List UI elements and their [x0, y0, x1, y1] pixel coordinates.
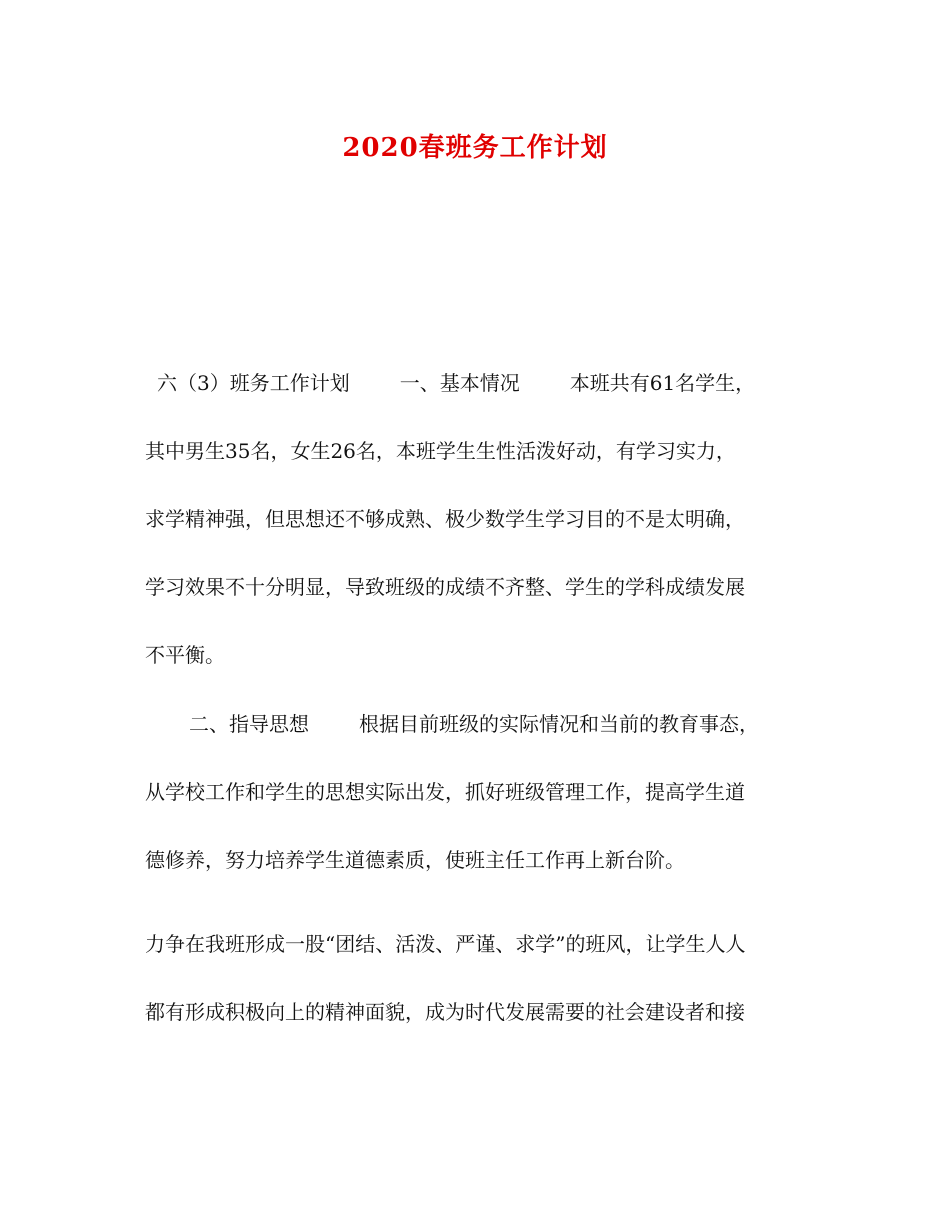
section-heading-basic: 一、基本情况	[399, 371, 520, 395]
paragraph-line-7: 从学校工作和学生的思想实际出发，抓好班级管理工作，提高学生道	[145, 780, 745, 804]
guiding-text-start: 根据目前班级的实际情况和当前的教育事态，	[359, 712, 759, 736]
paragraph-line-6	[145, 707, 815, 741]
paragraph-line-5: 不平衡。	[145, 643, 225, 667]
paragraph-line-3: 求学精神强，但思想还不够成熟、极少数学生学习目的不是太明确，	[145, 507, 745, 531]
paragraph-line-2: 其中男生35名，女生26名，本班学生生性活泼好动，有学习实力，	[145, 439, 736, 463]
document-title: 2020春班务工作计划	[342, 133, 608, 163]
paragraph-line-8: 德修养，努力培养学生道德素质，使班主任工作再上新台阶。	[145, 848, 685, 872]
section-heading-guiding: 二、指导思想	[189, 712, 309, 736]
paragraph-line-1	[145, 366, 815, 400]
paragraph-line-9: 力争在我班形成一股“团结、活泼、严谨、求学”的班风，让学生人人	[145, 932, 746, 956]
plan-heading: 六（3）班务工作计划	[157, 371, 350, 395]
basic-text-start: 本班共有61名学生，	[569, 371, 756, 395]
paragraph-line-10: 都有形成积极向上的精神面貌，成为时代发展需要的社会建设者和接	[145, 1000, 745, 1024]
paragraph-line-4: 学习效果不十分明显，导致班级的成绩不齐整、学生的学科成绩发展	[145, 575, 745, 599]
